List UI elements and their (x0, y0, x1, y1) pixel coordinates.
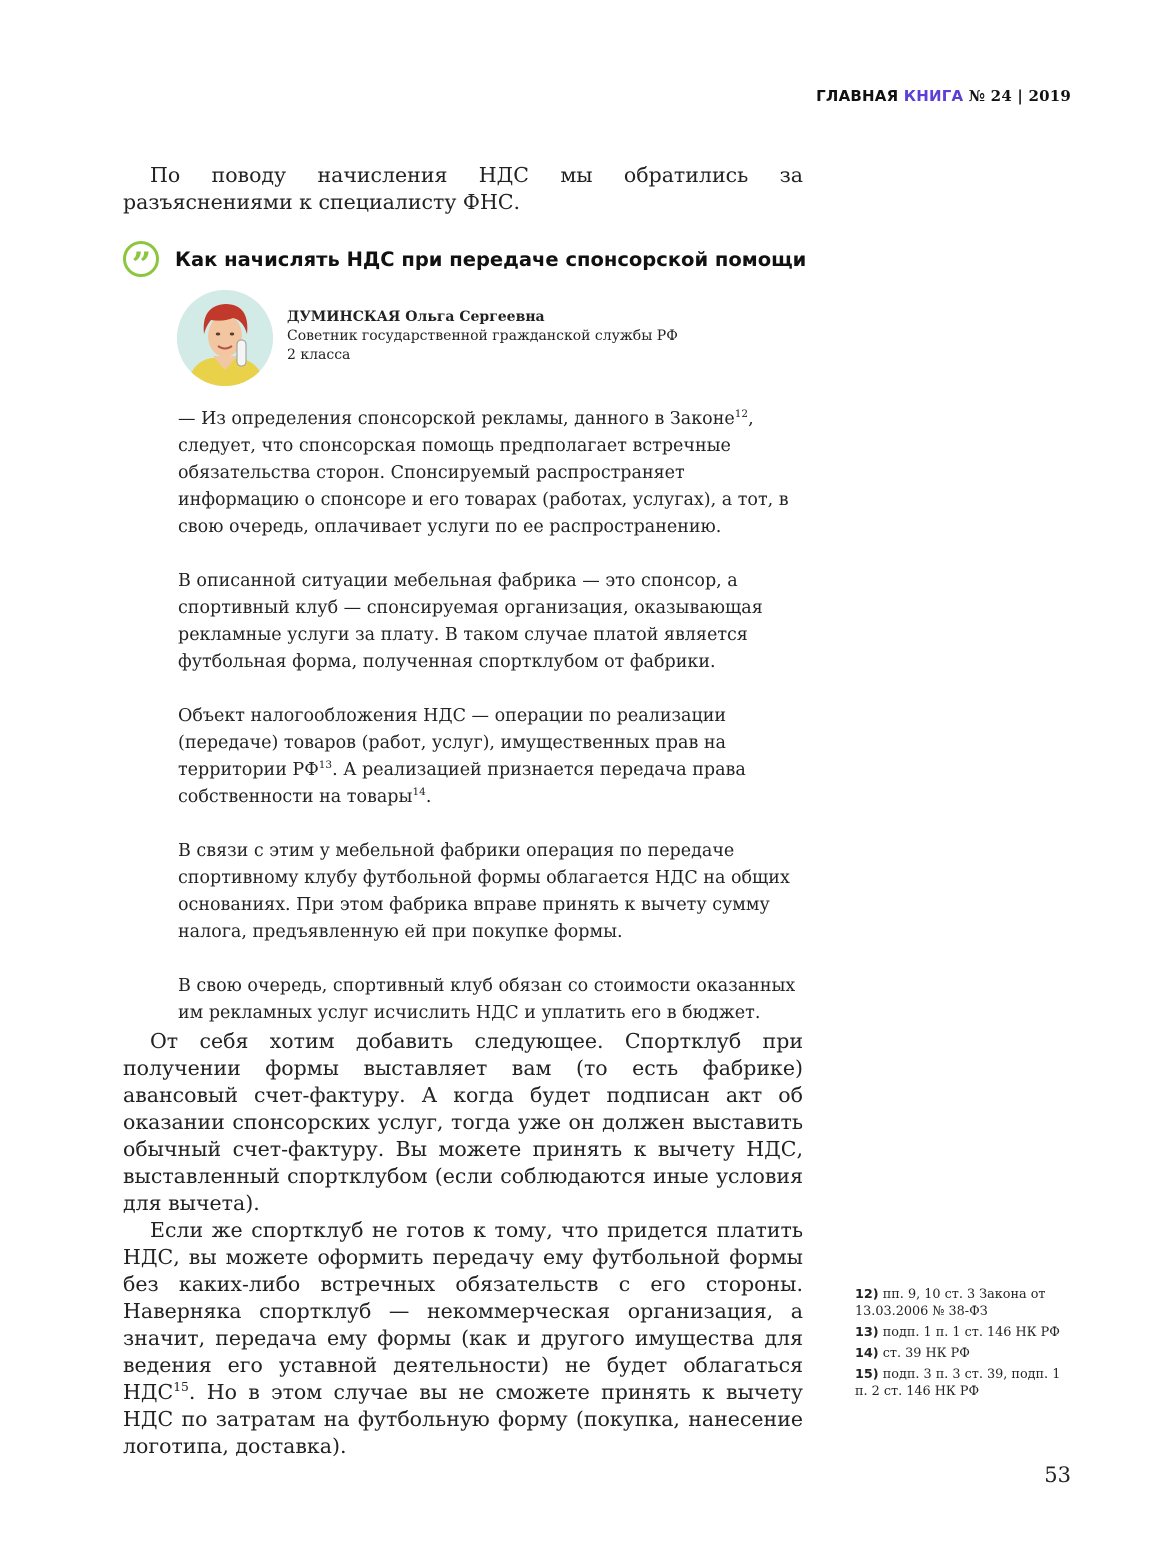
expert-card (177, 290, 797, 386)
footnote: 14) ст. 39 НК РФ (855, 1346, 970, 1361)
quote-icon: ” (123, 241, 159, 277)
quote-paragraph-5: В свою очередь, спортивный клуб обязан со стоимости оказанных им рекламных услуг исчислить НДС и уплатить его в бюджет. (178, 976, 796, 1023)
conclusion-paragraph-1: От себя хотим добавить следующее. Спортклуб при получении формы выставляет вам (то есть фабрике) авансовый счет-фактуру. А когда будет подписан акт об оказании спонсорских услуг, тогда уже он должен выставить обычный счет-фактуру. Вы можете принять к вычету НДС, выставленный спортклубом (если соблюдаются иные условия для вычета). (123, 1029, 803, 1215)
avatar (177, 290, 273, 386)
intro-section (123, 162, 803, 216)
page-header (816, 87, 1071, 105)
page-number: 53 (1044, 1463, 1071, 1487)
quote-paragraph-1: — Из определения спонсорской рекламы, данного в Законе$^{12}$, следует, что спонсорская помощь предполагает встречные обязательства сторон. Спонсируемый распространяет информацию о спонсоре и его товарах (работах, услугах), а тот, в свою очередь, оплачивает услуги по ее распространению. (178, 408, 789, 537)
expert-name: ДУМИНСКАЯ Ольга Сергеевна (287, 309, 545, 325)
intro-paragraph: По поводу начисления НДС мы обратились за разъяснениями к специалисту ФНС. (123, 163, 803, 214)
footnote: 12) пп. 9, 10 ст. 3 Закона от 13.03.2006 № 38-ФЗ (855, 1287, 1046, 1319)
quote-paragraph-2: В описанной ситуации мебельная фабрика — это спонсор, а спортивный клуб — спонсируемая организация, оказывающая рекламные услуги за плату. В таком случае платой является футбольная форма, полученная спортклубом от фабрики. (178, 571, 763, 672)
issue-info: № 24 | 2019 (968, 87, 1071, 105)
expert-info (287, 308, 678, 365)
quote-header (123, 237, 823, 285)
footnotes (855, 1286, 1075, 1404)
expert-rank: 2 класса (287, 347, 351, 363)
conclusion-section (123, 1028, 803, 1460)
quote-title: Как начислять НДС при передаче спонсорской помощи (175, 247, 807, 271)
quote-paragraph-3: Объект налогообложения НДС — операции по реализации (передаче) товаров (работ, услуг), имущественных прав на территории РФ$^{13}$. А реализацией признается передача права собственности на товары$^{14}$. (178, 706, 746, 807)
footnote: 13) подп. 1 п. 1 ст. 146 НК РФ (855, 1325, 1060, 1340)
conclusion-paragraph-2: Если же спортклуб не готов к тому, что придется платить НДС, вы можете оформить передачу ему футбольной формы без каких-либо встречных обязательств с его стороны. Наверняка спортклуб — некоммерческая организация, а значит, передача ему формы (как и другого имущества для ведения его уставной деятельности) не будет облагаться НДС$^{15}$. Но в этом случае вы не сможете принять к вычету НДС по затратам на футбольную форму (покупка, нанесение логотипа, доставка). (123, 1218, 803, 1458)
footnote: 15) подп. 3 п. 3 ст. 39, подп. 1 п. 2 ст. 146 НК РФ (855, 1367, 1061, 1399)
expert-position: Советник государственной гражданской службы РФ (287, 328, 678, 344)
quote-body (178, 406, 798, 1054)
brand-accent: КНИГА (903, 87, 964, 105)
brand-main: ГЛАВНАЯ (816, 87, 899, 105)
quote-paragraph-4: В связи с этим у мебельной фабрики операция по передаче спортивному клубу футбольной формы облагается НДС на общих основаниях. При этом фабрика вправе принять к вычету сумму налога, предъявленную ей при покупке формы. (178, 841, 790, 942)
